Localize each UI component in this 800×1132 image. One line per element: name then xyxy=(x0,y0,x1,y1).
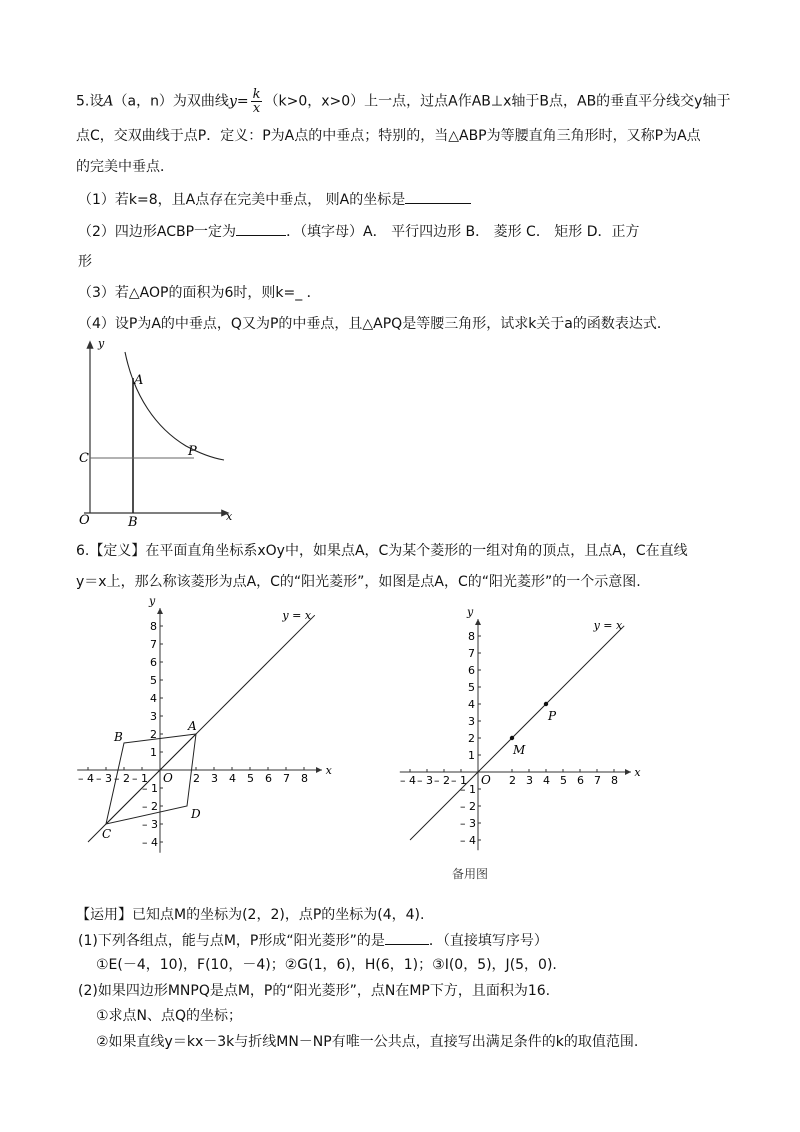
x-tick-label: 5 xyxy=(247,772,254,785)
label-b: B xyxy=(128,515,138,530)
x-tick-label: 3 xyxy=(526,774,533,787)
x-tick-label: – 3 xyxy=(417,774,433,787)
x-tick-label: 4 xyxy=(229,772,236,785)
q5-part-4: （4）设P为A的中垂点，Q又为P的中垂点，且△APQ是等腰三角形，试求k关于a的函数表达式． xyxy=(78,316,671,332)
y-tick-label: 3 xyxy=(468,715,475,728)
y-tick-label: 6 xyxy=(150,656,157,669)
y-tick-label: 7 xyxy=(468,647,475,660)
q5-line-3: 的完美中垂点． xyxy=(76,159,174,175)
q6-figure-2 xyxy=(392,600,644,848)
y-label: y xyxy=(98,337,105,350)
x-tick-label: – 4 xyxy=(78,772,94,785)
y-label: y xyxy=(467,605,474,619)
x-tick-label: 6 xyxy=(265,772,272,785)
y-tick-label: 5 xyxy=(468,681,475,694)
x-arrow xyxy=(625,769,631,775)
label-a: A xyxy=(188,719,197,733)
q6-use-line-6: ②如果直线y＝kx－3k与折线MN－NP有唯一公共点，直接写出满足条件的k的取值范围. xyxy=(96,1034,639,1050)
label-p: P xyxy=(188,444,197,459)
x-tick-label: – 3 xyxy=(96,772,112,785)
y-arrow xyxy=(475,619,481,625)
q5-part-2: （2）四边形ACBP一定为 ．（填字母）A． 平行四边形 B． 菱形 C． 矩形 D．正方 xyxy=(78,221,640,242)
y-tick-label: 7 xyxy=(150,638,157,651)
q6-use-line-5: ①求点N、点Q的坐标； xyxy=(96,1008,243,1024)
y-tick-label: – 3 xyxy=(460,817,476,830)
q5-line-1: 5.设A（a，n）为双曲线y= $\frac{k}{x}$ （k>0，x>0）上一点，过点A作AB⊥x轴于B点，AB的垂直平分线交y轴于 xyxy=(76,87,731,116)
x-tick-label: 2 xyxy=(509,774,516,787)
x-tick-label: 6 xyxy=(577,774,584,787)
origin-label: O xyxy=(163,771,173,785)
x-tick-label: 7 xyxy=(594,774,601,787)
label-o: O xyxy=(79,513,90,528)
answer-blank[interactable] xyxy=(405,189,471,204)
label-c: C xyxy=(102,827,112,841)
x-tick-label: 8 xyxy=(301,772,308,785)
y-tick-label: 8 xyxy=(150,620,157,633)
y-label: y xyxy=(149,594,156,608)
x-tick-label: – 1 xyxy=(451,774,467,787)
y-tick-label: – 3 xyxy=(142,818,158,831)
y-tick-label: – 2 xyxy=(142,800,158,813)
y-tick-label: 3 xyxy=(150,710,157,723)
y-tick-label: 4 xyxy=(150,692,157,705)
q6-line-1: 6.【定义】在平面直角坐标系xOy中，如果点A，C为某个菱形的一组对角的顶点，且点A，C在直线 xyxy=(76,543,688,559)
hyperbola-fraction: $\frac{k}{x}$ xyxy=(252,87,261,116)
label-p: P xyxy=(548,709,557,723)
y-tick-label: 1 xyxy=(468,749,475,762)
q5-line-2: 点C，交双曲线于点P．定义：P为A点的中垂点；特别的，当△ABP为等腰直角三角形时，又称P为A点 xyxy=(76,128,701,144)
x-tick-label: 7 xyxy=(283,772,290,785)
y-tick-label: 6 xyxy=(468,664,475,677)
q6-figure-1 xyxy=(74,594,332,849)
q5-part-2-cont: 形 xyxy=(78,254,92,270)
x-label: x xyxy=(634,766,641,779)
x-tick-label: – 4 xyxy=(400,774,416,787)
q6-line-2: y＝x上，那么称该菱形为点A，C的“阳光菱形”，如图是点A，C的“阳光菱形”的一个示意图. xyxy=(76,574,641,590)
label-m: M xyxy=(513,743,526,757)
answer-blank[interactable] xyxy=(236,221,286,236)
y-tick-label: – 4 xyxy=(460,834,476,847)
x-label: x xyxy=(226,510,233,523)
x-tick-label: 8 xyxy=(611,774,618,787)
x-tick-label: 3 xyxy=(211,772,218,785)
label-a: A xyxy=(134,373,144,388)
y-tick-label: – 1 xyxy=(142,782,158,795)
hyperbola-curve xyxy=(125,352,224,460)
x-label: x xyxy=(325,764,332,777)
y-tick-label: 5 xyxy=(150,674,157,687)
q6-use-line-4: (2)如果四边形MNPQ是点M，P的“阳光菱形”，点N在MP下方，且面积为16. xyxy=(78,983,551,999)
y-tick-label: – 4 xyxy=(142,836,158,849)
q5-part-1: （1）若k=8，且A点存在完美中垂点， 则A的坐标是 xyxy=(78,189,471,210)
line-label: y = x xyxy=(593,619,623,633)
q6-use-line-1: 【运用】已知点M的坐标为(2，2)，点P的坐标为(4，4). xyxy=(76,907,425,923)
figure-caption: 备用图 xyxy=(452,867,489,881)
x-tick-label: 5 xyxy=(560,774,567,787)
y-tick-label: 8 xyxy=(468,630,475,643)
y-tick-label: 2 xyxy=(150,728,157,741)
point-m xyxy=(510,736,514,740)
y-tick-label: – 2 xyxy=(460,800,476,813)
point-p xyxy=(544,702,548,706)
x-tick-label: 2 xyxy=(193,772,200,785)
line-y-equals-x xyxy=(410,626,624,840)
origin-label: O xyxy=(481,773,491,787)
q6-use-line-2: (1)下列各组点，能与点M，P形成“阳光菱形”的是 ．（直接填写序号） xyxy=(78,930,548,951)
x-arrow xyxy=(316,767,322,773)
answer-blank[interactable] xyxy=(385,930,429,945)
y-tick-label: 4 xyxy=(468,698,475,711)
q5-part-3: （3）若△AOP的面积为6时，则k=_ ． xyxy=(78,285,321,301)
label-d: D xyxy=(191,807,201,821)
label-c: C xyxy=(79,451,89,466)
x-tick-label: – 2 xyxy=(434,774,450,787)
x-tick-label: 4 xyxy=(543,774,550,787)
x-tick-label: – 2 xyxy=(114,772,130,785)
y-arrow xyxy=(157,608,163,614)
x-tick-label: – 1 xyxy=(132,772,148,785)
y-tick-label: 2 xyxy=(468,732,475,745)
line-label: y = x xyxy=(282,608,312,622)
label-b: B xyxy=(114,730,123,744)
q6-use-line-3: ①E(－4，10)，F(10，－4)；②G(1，6)，H(6，1)；③I(0，5)，J(5，0). xyxy=(96,957,557,973)
q5-figure xyxy=(76,338,246,530)
y-tick-label: 1 xyxy=(150,746,157,759)
y-tick-label: – 1 xyxy=(460,783,476,796)
